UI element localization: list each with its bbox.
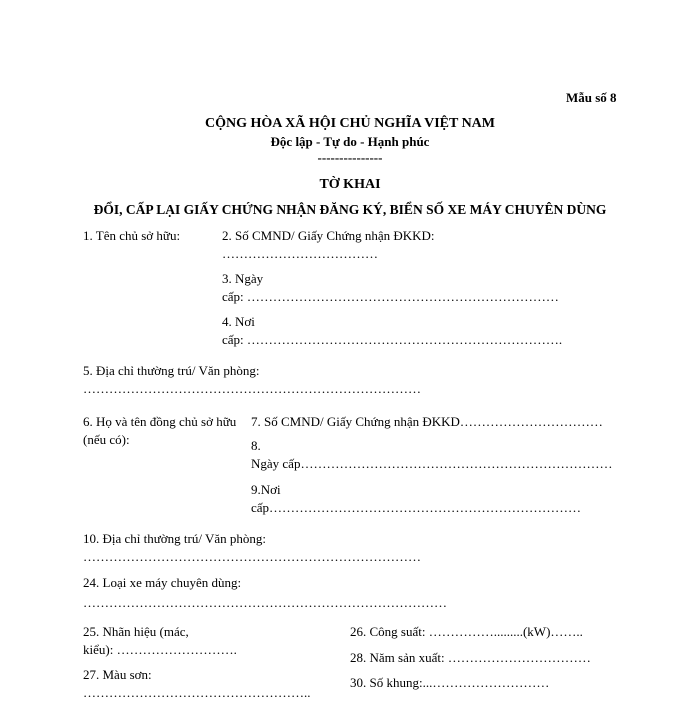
brand-field[interactable]: kiểu): ………………………. [83, 642, 237, 657]
issue-date-label: 3. Ngày [222, 271, 264, 286]
form-title: TỜ KHAI [319, 177, 381, 192]
issue-date-field[interactable]: cấp: ……………………………………………………………… [222, 289, 559, 304]
chassis-number-field[interactable]: 30. Số khung:...……………………… [350, 675, 550, 690]
co-owner-issue-date-field[interactable]: Ngày cấp……………………………………………………………… [251, 456, 613, 471]
address-label: 5. Địa chỉ thường trú/ Văn phòng: [83, 363, 260, 378]
brand-label: 25. Nhãn hiệu (mác, [83, 624, 189, 639]
address-field[interactable]: …………………………………………………………………… [83, 381, 421, 396]
nation-title: CỘNG HÒA XÃ HỘI CHỦ NGHĨA VIỆT NAM [204, 116, 495, 131]
manufacture-year-field[interactable]: 28. Năm sản xuất: …………………………… [350, 650, 591, 665]
color-label: 27. Màu sơn: [83, 667, 152, 682]
issue-place-label: 4. Nơi [222, 314, 255, 329]
motto: Độc lập - Tự do - Hạnh phúc [270, 134, 430, 149]
co-owner-label-note: (nếu có): [83, 432, 130, 447]
header-divider: --------------- [317, 150, 383, 165]
co-owner-issue-date-label: 8. [251, 438, 261, 453]
form-subtitle: ĐỔI, CẤP LẠI GIẤY CHỨNG NHẬN ĐĂNG KÝ, BIỂN SỐ XE MÁY CHUYÊN DÙNG [93, 202, 607, 217]
vehicle-type-label: 24. Loại xe máy chuyên dùng: [83, 575, 242, 590]
co-owner-label: 6. Họ và tên đồng chủ sở hữu [83, 414, 237, 429]
power-field[interactable]: 26. Công suất: …………….........(kW)…….. [350, 624, 583, 639]
id-number-field[interactable]: ……………………………… [222, 246, 378, 261]
id-number-label: 2. Số CMND/ Giấy Chứng nhận ĐKKD: [222, 228, 435, 243]
co-owner-id-field[interactable]: 7. Số CMND/ Giấy Chứng nhận ĐKKD…………………………… [251, 414, 603, 429]
form-code: Mẫu số 8 [566, 90, 617, 105]
co-owner-issue-place-field[interactable]: cấp……………………………………………………………… [251, 500, 582, 515]
owner-name-label: 1. Tên chủ sở hữu: [83, 228, 181, 243]
issue-place-field[interactable]: cấp: ………………………………………………………………. [222, 332, 563, 347]
vehicle-type-field[interactable]: ………………………………………………………………………… [83, 595, 447, 610]
co-owner-issue-place-label: 9.Nơi [251, 482, 281, 497]
co-owner-address-field[interactable]: …………………………………………………………………… [83, 549, 421, 564]
co-owner-address-label: 10. Địa chỉ thường trú/ Văn phòng: [83, 531, 267, 546]
color-field[interactable]: …………………………………………….. [83, 685, 311, 700]
